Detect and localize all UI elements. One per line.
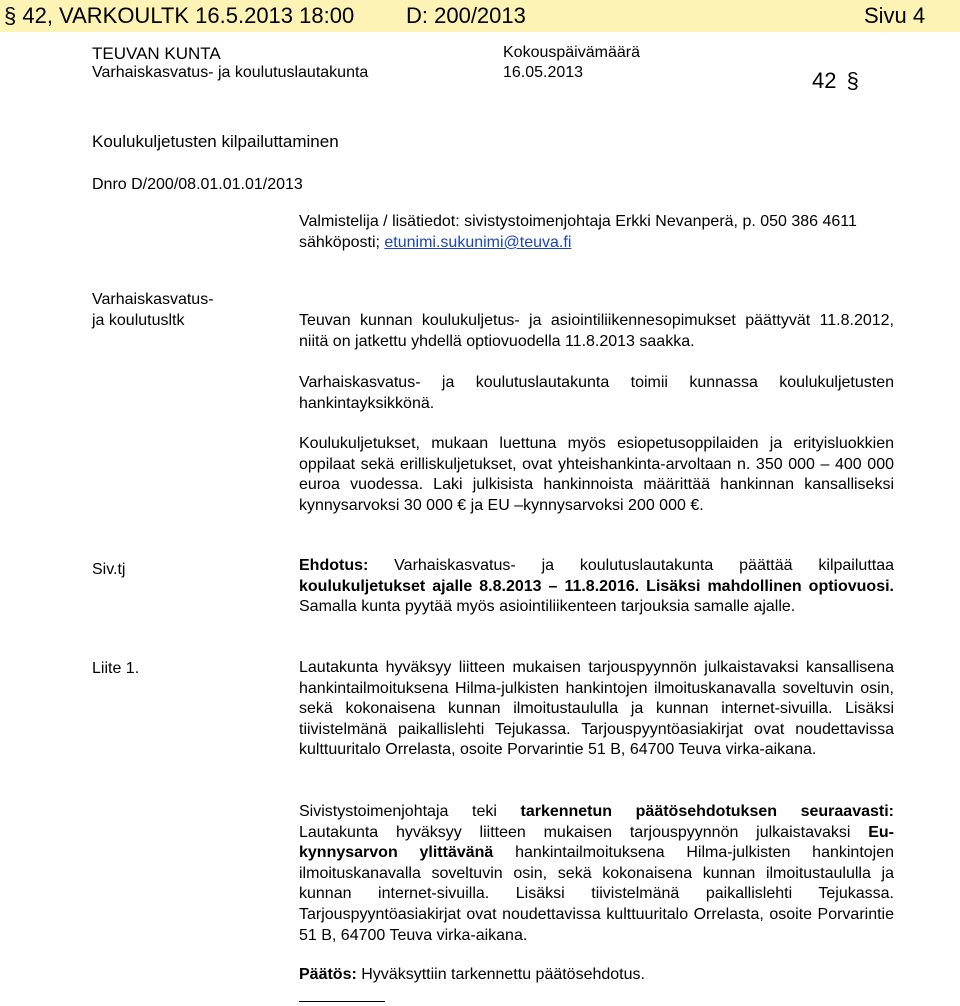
page-banner [0,0,960,32]
proposal-bold: koulukuljetukset ajalle 8.8.2013 – 11.8.2016. Lisäksi mahdollinen optiovuosi. [299,577,894,595]
email-prefix: sähköposti; [299,234,385,251]
section-number-value: 42 [812,68,837,93]
attachment-label: Liite 1. [92,660,140,677]
committee-label [92,290,214,331]
committee-label-line1: Varhaiskasvatus- [92,291,214,308]
paragraph-contracts [299,311,894,352]
paragraph-procurement-unit-text: Varhaiskasvatus- ja koulutuslautakunta toimii kunnassa koulukuljetusten hankintayksikkönä. [299,374,894,412]
proposal-end: Samalla kunta pyytää myös asiointiliikenteen tarjouksia samalle ajalle. [299,598,796,616]
organization-name: TEUVAN KUNTA [92,44,221,63]
signature-rule [299,1001,385,1002]
email-link[interactable]: etunimi.sukunimi@teuva.fi [384,234,572,251]
paragraph-procurement-unit [299,373,894,414]
revised-part-b: hankintailmoituksena Hilma-julkisten hankintojen ilmoituskanavalla soveltuvin osin, sekä kokonaisena kunnan ilmoitustaululla ja kunnan internet-sivuilla. Lisäksi tiivistelmänä paikallislehti Tejukassa. Tarjouspyyntöasiakirjat ovat noudettavissa kulttuuritalo Orrelasta, osoite Porvarintie 51 B, 64700 Teuva virka-aikana. [299,844,895,944]
paragraph-publication [299,658,894,761]
meeting-date-value: 16.05.2013 [503,64,584,81]
proposal-label: Ehdotus: [299,557,369,574]
banner-page-number: Sivu 4 [864,3,926,28]
section-symbol: § [846,68,859,93]
paragraph-proposal [299,556,894,618]
paragraph-publication-text: Lautakunta hyväksyy liitteen mukaisen tarjouspyynnön julkaistavaksi kansallisena hankintailmoituksena Hilma-julkisten hankintojen ilmoituskanavalla soveltuvin osin, sekä kokonaisena kunnan ilmoitustaululla ja kunnan internet-sivuilla. Lisäksi tiivistelmänä paikallislehti Tejukassa. Tarjouspyyntöasiakirjat ovat noudettavissa kulttuuritalo Orrelasta, osoite Porvarintie 51 B, 64700 Teuva virka-aikana. [299,659,894,759]
revised-part-a: Lautakunta hyväksyy liitteen mukaisen tarjouspyynnön julkaistavaksi [299,823,869,841]
preparer-info: Valmistelija / lisätiedot: sivistystoimenjohtaja Erkki Nevanperä, p. 050 386 4611 [299,213,857,230]
revised-intro: Sivistystoimenjohtaja teki [299,803,521,820]
paragraph-revised-proposal [299,802,894,946]
record-number: Dnro D/200/08.01.01.01/2013 [92,176,303,193]
committee-name: Varhaiskasvatus- ja koulutuslautakunta [92,64,369,81]
paragraph-value [299,434,894,516]
banner-section-info: § 42, VARKOULTK 16.5.2013 18:00 [4,3,355,28]
revised-bold-heading: tarkennetun päätösehdotuksen seuraavasti: [520,803,894,820]
committee-label-line2: ja koulutusltk [92,311,185,329]
paragraph-value-text: Koulukuljetukset, mukaan luettuna myös esiopetusoppilaiden ja erityisluokkien oppilaat sekä erilliskuljetukset, ovat yhteishankinta-arvoltaan n. 350 000 – 400 000 euroa vuodessa. Laki julkisista hankinnoista määrittää hankinnan kansalliseksi kynnysarvoksi 30 000 € ja EU –kynnysarvoksi 200 000 €. [299,435,894,514]
preparer-email-line [299,234,571,252]
decision-text: Hyväksyttiin tarkennettu päätösehdotus. [356,966,645,983]
revised-bold-threshold: Eu-kynnysarvon ylittävänä [299,823,894,862]
decision-label: Päätös: [299,966,357,983]
page-title: Koulukuljetusten kilpailuttaminen [92,132,339,151]
paragraph-proposal-text [299,556,894,618]
proposal-text: Varhaiskasvatus- ja koulutuslautakunta päättää kilpailuttaa [368,557,894,574]
paragraph-revised-proposal-text [299,802,894,946]
siv-label: Siv.tj [92,561,126,578]
paragraph-decision-text [299,965,894,986]
section-number [812,68,859,94]
meeting-date-label: Kokouspäivämäärä [503,44,640,61]
banner-document-number: D: 200/2013 [406,3,526,28]
paragraph-contracts-text: Teuvan kunnan koulukuljetus- ja asiointiliikennesopimukset päättyvät 11.8.2012, niitä on jatkettu yhdellä optiovuodella 11.8.2013 saakka. [299,312,894,350]
paragraph-decision [299,965,894,986]
